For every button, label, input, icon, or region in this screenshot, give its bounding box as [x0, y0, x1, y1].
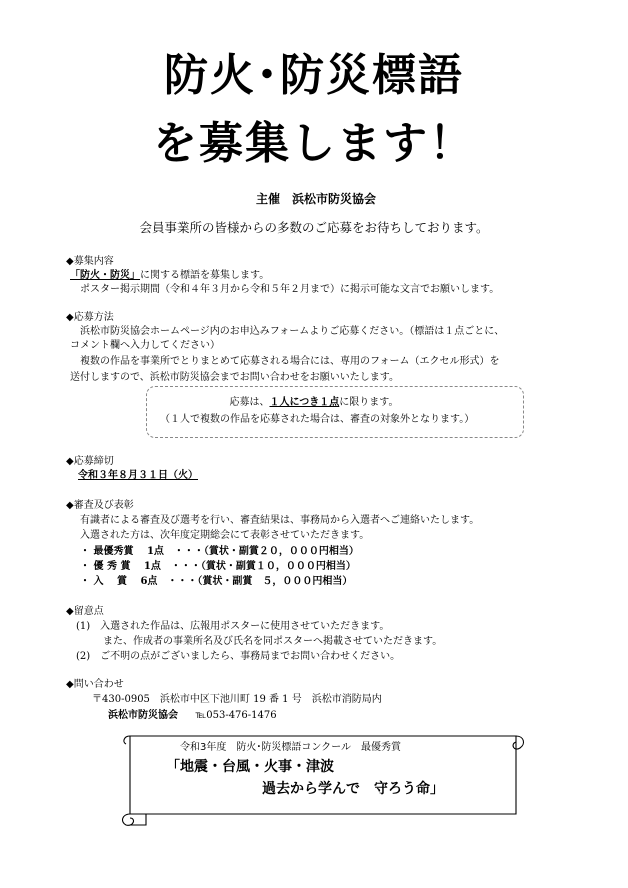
section-content-heading: ◆募集内容	[66, 256, 114, 267]
scroll-caption: 令和3年度 防火･防災標語コンクール 最優秀賞	[180, 742, 401, 753]
method-note-line1	[0, 393, 628, 408]
section-method-heading: ◆応募方法	[66, 312, 114, 323]
page-title-line1: 防火･防災標語	[164, 50, 464, 101]
scroll-line1: 「地震・台風・火事・津波	[166, 759, 334, 775]
contact-tel: ℡053-476-1476	[195, 710, 277, 721]
section-judging-line2: 入選された方は、次年度定期総会にて表彰させていただきます。	[80, 530, 370, 541]
deadline-date: 令和３年８月３１日（火）	[78, 470, 198, 481]
section-contact-heading: ◆問い合わせ	[66, 679, 124, 690]
contact-line	[108, 706, 277, 721]
section-method-line3: 複数の作品を事業所でとりまとめて応募される場合には、専用のフォーム（エクセル形式）を	[80, 356, 500, 367]
section-judging-line1: 有識者による審査及び選考を行い、審査結果は、事務局から入選者へご連絡いたします。	[80, 515, 480, 526]
section-notes-heading: ◆留意点	[66, 606, 104, 617]
section-deadline-heading: ◆応募締切	[66, 456, 114, 467]
method-note-bold: １人につき１点	[269, 397, 340, 408]
section-judging-heading: ◆審査及び表彰	[66, 500, 134, 511]
award-item: ・ 優 秀 賞 1点 ・・・（賞状・副賞１０，０００円相当）	[80, 561, 356, 572]
theme-text: 「防火・防災」	[70, 270, 140, 281]
contact-address: 〒430-0905 浜松市中区下池川町 19 番 1 号 浜松市消防局内	[92, 694, 382, 705]
scroll-line2: 過去から学んで 守ろう命」	[262, 781, 444, 797]
award-item: ・ 入 賞 6点 ・・・（賞状・副賞 ５，０００円相当）	[80, 576, 353, 587]
method-note-pre: 応募は、	[229, 397, 270, 408]
section-notes-line3: (2) ご不明の点がございましたら、事務局までお問い合わせください。	[76, 651, 401, 662]
method-note-line2: （１人で複数の作品を応募された場合は、審査の対象外となります。）	[160, 414, 475, 425]
sponsor: 主催 浜松市防災協会	[256, 192, 377, 206]
section-method-line1: 浜松市防災協会ホームページ内のお申込みフォームよりご応募ください。（標語は１点ごとに、	[80, 326, 505, 337]
section-notes-line2: また、作成者の事業所名及び氏名を同ポスターへ掲載させていただきます。	[103, 636, 443, 647]
lead-text: 会員事業所の皆様からの多数のご応募をお待ちしております。	[139, 220, 489, 235]
section-content-line1	[70, 266, 269, 281]
section-method-line4: 送付しますので、浜松市防災協会までお問い合わせをお願いいたします。	[70, 372, 399, 383]
contact-org: 浜松市防災協会	[108, 710, 178, 721]
method-note-post: に限ります。	[339, 397, 399, 408]
section-notes-line1: (1) 入選された作品は、広報用ポスターに使用させていただきます。	[76, 621, 390, 632]
award-item: ・ 最優秀賞 1点 ・・・（賞状・副賞２０，０００円相当）	[80, 546, 359, 557]
theme-rest: に関する標語を募集します。	[140, 270, 270, 281]
section-content-line2: ポスター掲示期間（令和４年３月から令和５年２月まで）に掲示可能な文言でお願いします。	[80, 284, 500, 295]
section-method-line2: コメント欄へ入力してください）	[70, 340, 220, 351]
page-title-line2: を募集します！	[153, 118, 475, 169]
